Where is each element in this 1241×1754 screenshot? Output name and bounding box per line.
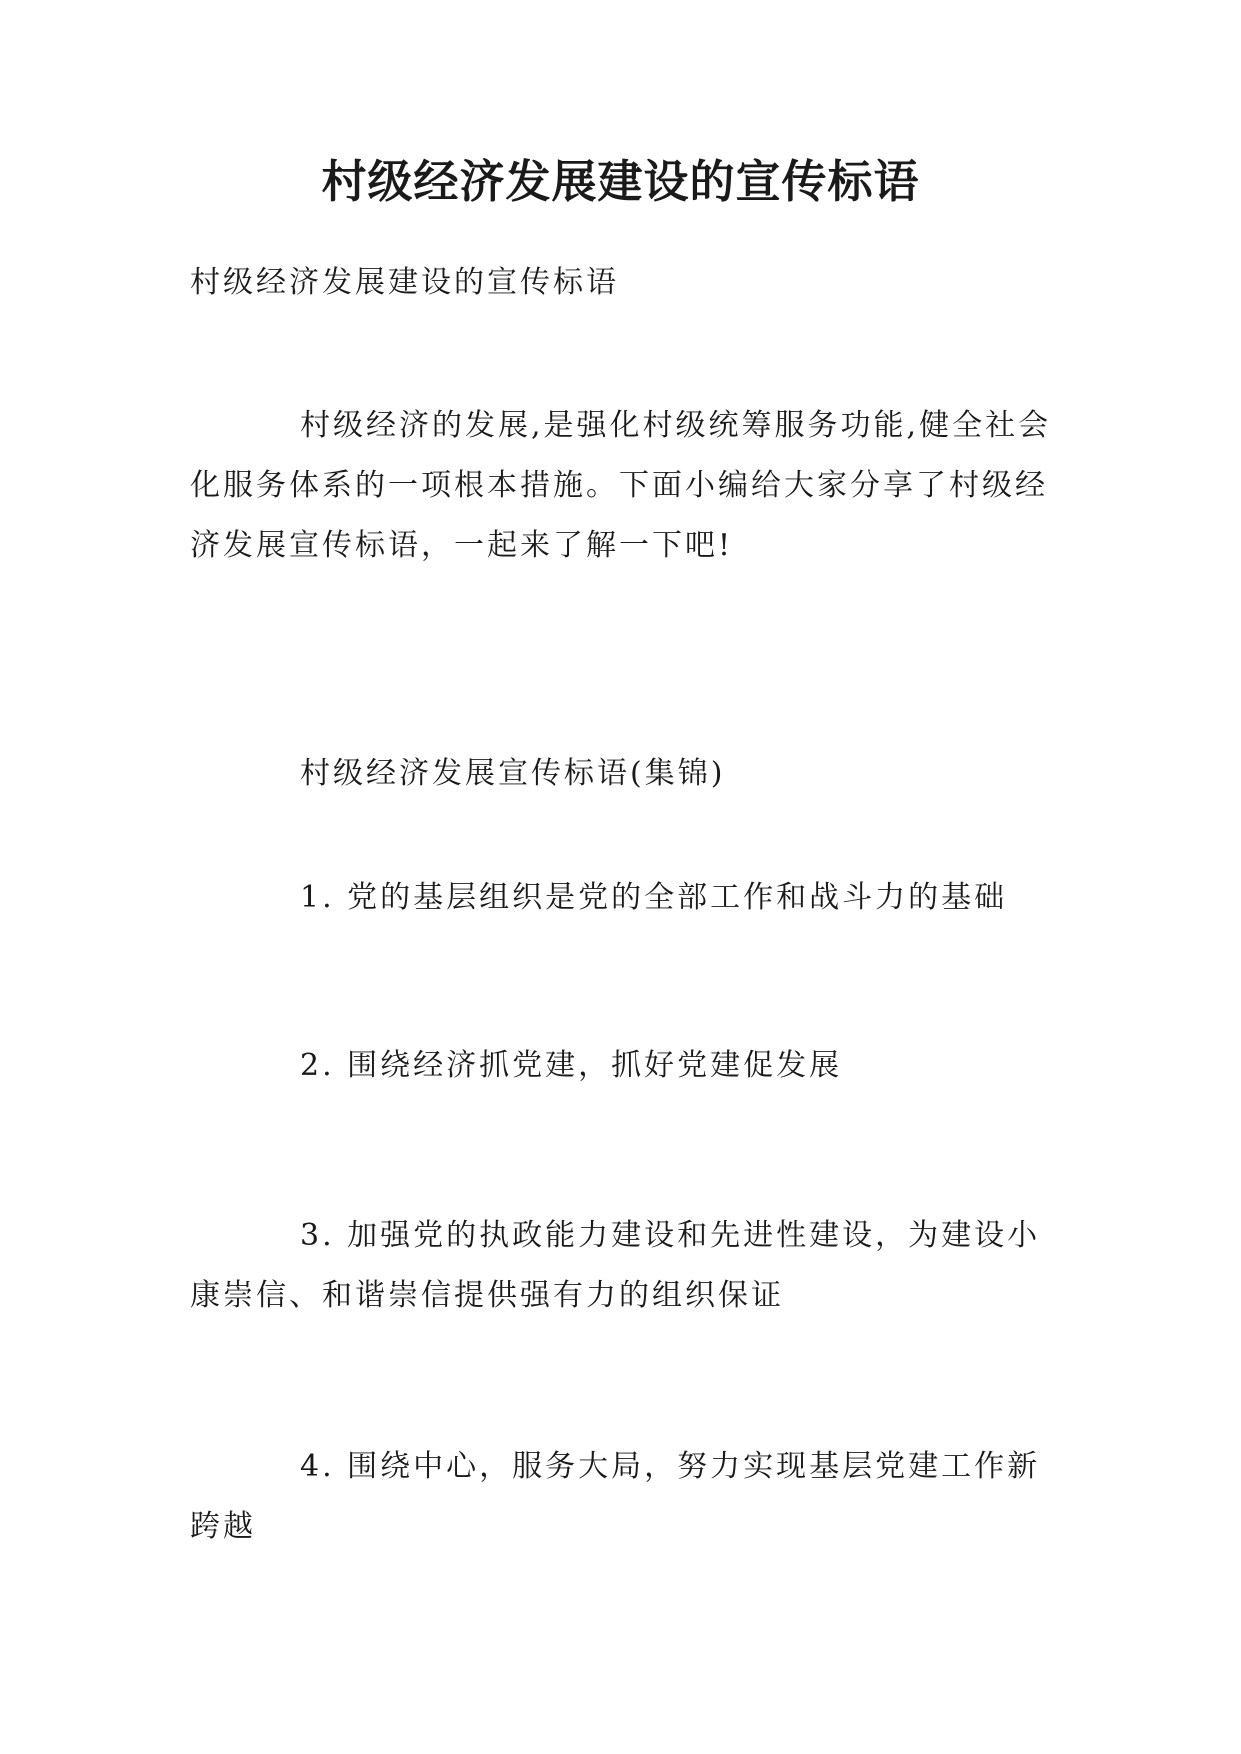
list-item: 2. 围绕经济抓党建，抓好党建促发展: [300, 1048, 843, 1083]
intro-paragraph: 村级经济的发展,是强化村级统筹服务功能,健全社会化服务体系的一项根本措施。下面小编给大家分享了村级经济发展宣传标语，一起来了解一下吧!: [190, 408, 1052, 563]
list-item: 1. 党的基层组织是党的全部工作和战斗力的基础: [300, 880, 1008, 915]
document-title: 村级经济发展建设的宣传标语: [321, 155, 920, 208]
list-item: 3. 加强党的执政能力建设和先进性建设，为建设小康崇信、和谐崇信提供强有力的组织保证: [190, 1218, 1041, 1313]
section-heading: 村级经济发展宣传标语(集锦): [300, 756, 726, 791]
document-subtitle: 村级经济发展建设的宣传标语: [190, 265, 619, 300]
list-item: 4. 围绕中心，服务大局，努力实现基层党建工作新跨越: [190, 1449, 1041, 1544]
